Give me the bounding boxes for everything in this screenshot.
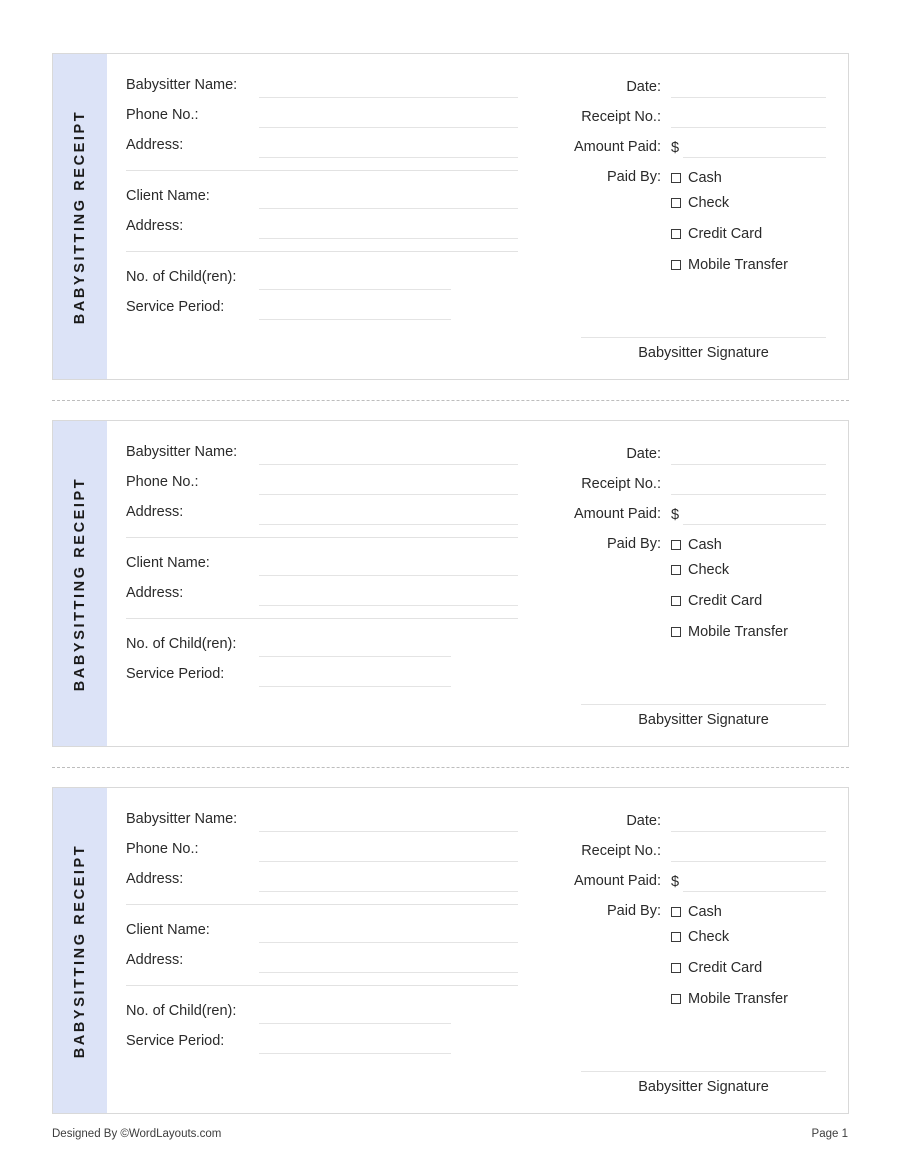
- input-babysitter-address[interactable]: [259, 524, 518, 525]
- option-cash[interactable]: [671, 904, 826, 922]
- option-check[interactable]: [671, 562, 826, 580]
- label-date: Date:: [626, 813, 661, 829]
- label-paid-by: Paid By:: [607, 903, 661, 919]
- option-label-mobile-transfer: Mobile Transfer: [688, 623, 788, 640]
- client-info-group: [126, 179, 519, 241]
- option-label-check: Check: [688, 194, 730, 211]
- card-body: [107, 421, 848, 746]
- receipt-list: [52, 53, 849, 1114]
- label-client-address: Address:: [126, 218, 184, 234]
- field-client-name: [126, 913, 519, 943]
- field-date: [519, 435, 826, 465]
- field-client-address: [126, 576, 519, 606]
- option-label-check: Check: [688, 928, 730, 945]
- field-no-of-children: [126, 260, 519, 290]
- amount-paid-group: [671, 507, 826, 525]
- label-phone-no: Phone No.:: [126, 474, 199, 490]
- field-service-period: [126, 290, 519, 320]
- input-phone-no[interactable]: [259, 861, 518, 862]
- client-info-group: [126, 913, 519, 975]
- label-babysitter-name: Babysitter Name:: [126, 811, 238, 827]
- label-babysitter-address: Address:: [126, 137, 184, 153]
- field-client-address: [126, 209, 519, 239]
- section-divider: [126, 537, 518, 538]
- checkbox-icon[interactable]: [671, 932, 681, 942]
- currency-symbol: $: [671, 140, 680, 156]
- label-client-name: Client Name:: [126, 922, 210, 938]
- label-receipt-no: Receipt No.:: [581, 476, 661, 492]
- payment-option-row: [519, 617, 826, 648]
- section-divider: [126, 618, 518, 619]
- currency-symbol: $: [671, 507, 680, 523]
- payment-option-row: [519, 586, 826, 617]
- vertical-title: BABYSITTING RECEIPT: [72, 109, 88, 324]
- amount-paid-group: [671, 140, 826, 158]
- field-amount-paid: [519, 495, 826, 525]
- field-babysitter-name: [126, 435, 519, 465]
- right-column: [519, 788, 848, 1113]
- service-info-group: [126, 260, 519, 322]
- field-paid-by: [519, 525, 826, 555]
- option-credit-card[interactable]: [671, 226, 826, 244]
- field-paid-by: [519, 158, 826, 188]
- input-client-address[interactable]: [259, 605, 518, 606]
- input-service-period[interactable]: [259, 319, 451, 320]
- field-client-name: [126, 179, 519, 209]
- footer-page-number: Page 1: [811, 1128, 848, 1140]
- option-label-cash: Cash: [688, 170, 722, 186]
- option-credit-card[interactable]: [671, 593, 826, 611]
- field-babysitter-address: [126, 128, 519, 158]
- vertical-title: BABYSITTING RECEIPT: [72, 843, 88, 1058]
- field-babysitter-name: [126, 68, 519, 98]
- signature-label: Babysitter Signature: [638, 1079, 769, 1095]
- input-service-period[interactable]: [259, 686, 451, 687]
- label-babysitter-address: Address:: [126, 871, 184, 887]
- checkbox-icon[interactable]: [671, 540, 681, 550]
- label-amount-paid: Amount Paid:: [573, 506, 661, 522]
- service-info-group: [126, 994, 519, 1056]
- section-divider: [126, 985, 518, 986]
- card-body: [107, 54, 848, 379]
- option-label-mobile-transfer: Mobile Transfer: [688, 256, 788, 273]
- label-client-address: Address:: [126, 585, 184, 601]
- option-credit-card[interactable]: [671, 960, 826, 978]
- input-service-period[interactable]: [259, 1053, 451, 1054]
- input-client-address[interactable]: [259, 972, 518, 973]
- label-service-period: Service Period:: [126, 666, 225, 682]
- label-client-name: Client Name:: [126, 555, 210, 571]
- section-divider: [126, 251, 518, 252]
- input-no-of-children[interactable]: [259, 1023, 451, 1024]
- checkbox-icon[interactable]: [671, 596, 681, 606]
- field-client-name: [126, 546, 519, 576]
- checkbox-icon[interactable]: [671, 907, 681, 917]
- babysitter-info-group: [126, 68, 519, 160]
- input-client-address[interactable]: [259, 238, 518, 239]
- label-no-of-children: No. of Child(ren):: [126, 269, 237, 285]
- receipt-card: [52, 420, 849, 747]
- label-service-period: Service Period:: [126, 1033, 225, 1049]
- cut-line-separator: [52, 400, 849, 401]
- option-label-credit-card: Credit Card: [688, 592, 763, 609]
- label-date: Date:: [626, 446, 661, 462]
- section-divider: [126, 170, 518, 171]
- field-receipt-no: [519, 465, 826, 495]
- label-babysitter-name: Babysitter Name:: [126, 444, 238, 460]
- label-amount-paid: Amount Paid:: [573, 139, 661, 155]
- amount-paid-group: [671, 874, 826, 892]
- field-amount-paid: [519, 862, 826, 892]
- field-paid-by: [519, 892, 826, 922]
- label-client-name: Client Name:: [126, 188, 210, 204]
- card-sidebar: [53, 421, 107, 746]
- payment-option-row: [519, 219, 826, 250]
- payment-option-row: [519, 953, 826, 984]
- input-babysitter-name[interactable]: [259, 97, 518, 98]
- field-phone-no: [126, 832, 519, 862]
- field-no-of-children: [126, 627, 519, 657]
- signature-block: [581, 704, 826, 728]
- label-no-of-children: No. of Child(ren):: [126, 636, 237, 652]
- signature-block: [581, 1071, 826, 1095]
- label-client-address: Address:: [126, 952, 184, 968]
- option-label-check: Check: [688, 561, 730, 578]
- label-no-of-children: No. of Child(ren):: [126, 1003, 237, 1019]
- label-phone-no: Phone No.:: [126, 841, 199, 857]
- option-mobile-transfer[interactable]: [671, 991, 826, 1009]
- payment-option-row: [519, 250, 826, 281]
- field-no-of-children: [126, 994, 519, 1024]
- footer-credit: Designed By ©WordLayouts.com: [52, 1128, 222, 1140]
- option-label-cash: Cash: [688, 537, 722, 553]
- page-footer: [52, 1128, 848, 1140]
- field-phone-no: [126, 98, 519, 128]
- payment-option-row: [519, 922, 826, 953]
- label-babysitter-address: Address:: [126, 504, 184, 520]
- card-body: [107, 788, 848, 1113]
- card-sidebar: [53, 54, 107, 379]
- right-column: [519, 421, 848, 746]
- payment-option-row: [519, 188, 826, 219]
- field-date: [519, 802, 826, 832]
- field-date: [519, 68, 826, 98]
- currency-symbol: $: [671, 874, 680, 890]
- receipt-card: [52, 787, 849, 1114]
- label-amount-paid: Amount Paid:: [573, 873, 661, 889]
- left-column: [107, 421, 519, 746]
- input-babysitter-name[interactable]: [259, 831, 518, 832]
- option-label-mobile-transfer: Mobile Transfer: [688, 990, 788, 1007]
- label-babysitter-name: Babysitter Name:: [126, 77, 238, 93]
- input-phone-no[interactable]: [259, 494, 518, 495]
- payment-option-row: [519, 984, 826, 1015]
- label-receipt-no: Receipt No.:: [581, 109, 661, 125]
- field-amount-paid: [519, 128, 826, 158]
- label-service-period: Service Period:: [126, 299, 225, 315]
- field-receipt-no: [519, 832, 826, 862]
- signature-line[interactable]: [581, 704, 826, 705]
- label-paid-by: Paid By:: [607, 169, 661, 185]
- input-client-name[interactable]: [259, 208, 518, 209]
- left-column: [107, 54, 519, 379]
- option-label-credit-card: Credit Card: [688, 225, 763, 242]
- option-label-cash: Cash: [688, 904, 722, 920]
- babysitter-info-group: [126, 435, 519, 527]
- input-client-name[interactable]: [259, 575, 518, 576]
- checkbox-icon[interactable]: [671, 994, 681, 1004]
- card-sidebar: [53, 788, 107, 1113]
- service-info-group: [126, 627, 519, 689]
- left-column: [107, 788, 519, 1113]
- option-check[interactable]: [671, 929, 826, 947]
- field-client-address: [126, 943, 519, 973]
- section-divider: [126, 904, 518, 905]
- option-cash[interactable]: [671, 537, 826, 555]
- option-mobile-transfer[interactable]: [671, 257, 826, 275]
- field-babysitter-address: [126, 862, 519, 892]
- checkbox-icon[interactable]: [671, 173, 681, 183]
- option-cash[interactable]: [671, 170, 826, 188]
- checkbox-icon[interactable]: [671, 198, 681, 208]
- right-column: [519, 54, 848, 379]
- field-receipt-no: [519, 98, 826, 128]
- input-babysitter-address[interactable]: [259, 157, 518, 158]
- cut-line-separator: [52, 767, 849, 768]
- babysitter-info-group: [126, 802, 519, 894]
- checkbox-icon[interactable]: [671, 260, 681, 270]
- checkbox-icon[interactable]: [671, 963, 681, 973]
- signature-label: Babysitter Signature: [638, 345, 769, 361]
- field-service-period: [126, 657, 519, 687]
- input-babysitter-name[interactable]: [259, 464, 518, 465]
- payment-option-row: [519, 555, 826, 586]
- field-service-period: [126, 1024, 519, 1054]
- label-date: Date:: [626, 79, 661, 95]
- signature-block: [581, 337, 826, 361]
- option-label-credit-card: Credit Card: [688, 959, 763, 976]
- checkbox-icon[interactable]: [671, 627, 681, 637]
- label-paid-by: Paid By:: [607, 536, 661, 552]
- input-no-of-children[interactable]: [259, 289, 451, 290]
- signature-line[interactable]: [581, 337, 826, 338]
- label-phone-no: Phone No.:: [126, 107, 199, 123]
- input-phone-no[interactable]: [259, 127, 518, 128]
- input-no-of-children[interactable]: [259, 656, 451, 657]
- input-client-name[interactable]: [259, 942, 518, 943]
- signature-line[interactable]: [581, 1071, 826, 1072]
- label-receipt-no: Receipt No.:: [581, 843, 661, 859]
- field-babysitter-name: [126, 802, 519, 832]
- client-info-group: [126, 546, 519, 608]
- signature-label: Babysitter Signature: [638, 712, 769, 728]
- input-babysitter-address[interactable]: [259, 891, 518, 892]
- field-babysitter-address: [126, 495, 519, 525]
- vertical-title: BABYSITTING RECEIPT: [72, 476, 88, 691]
- option-check[interactable]: [671, 195, 826, 213]
- field-phone-no: [126, 465, 519, 495]
- checkbox-icon[interactable]: [671, 229, 681, 239]
- checkbox-icon[interactable]: [671, 565, 681, 575]
- option-mobile-transfer[interactable]: [671, 624, 826, 642]
- receipt-card: [52, 53, 849, 380]
